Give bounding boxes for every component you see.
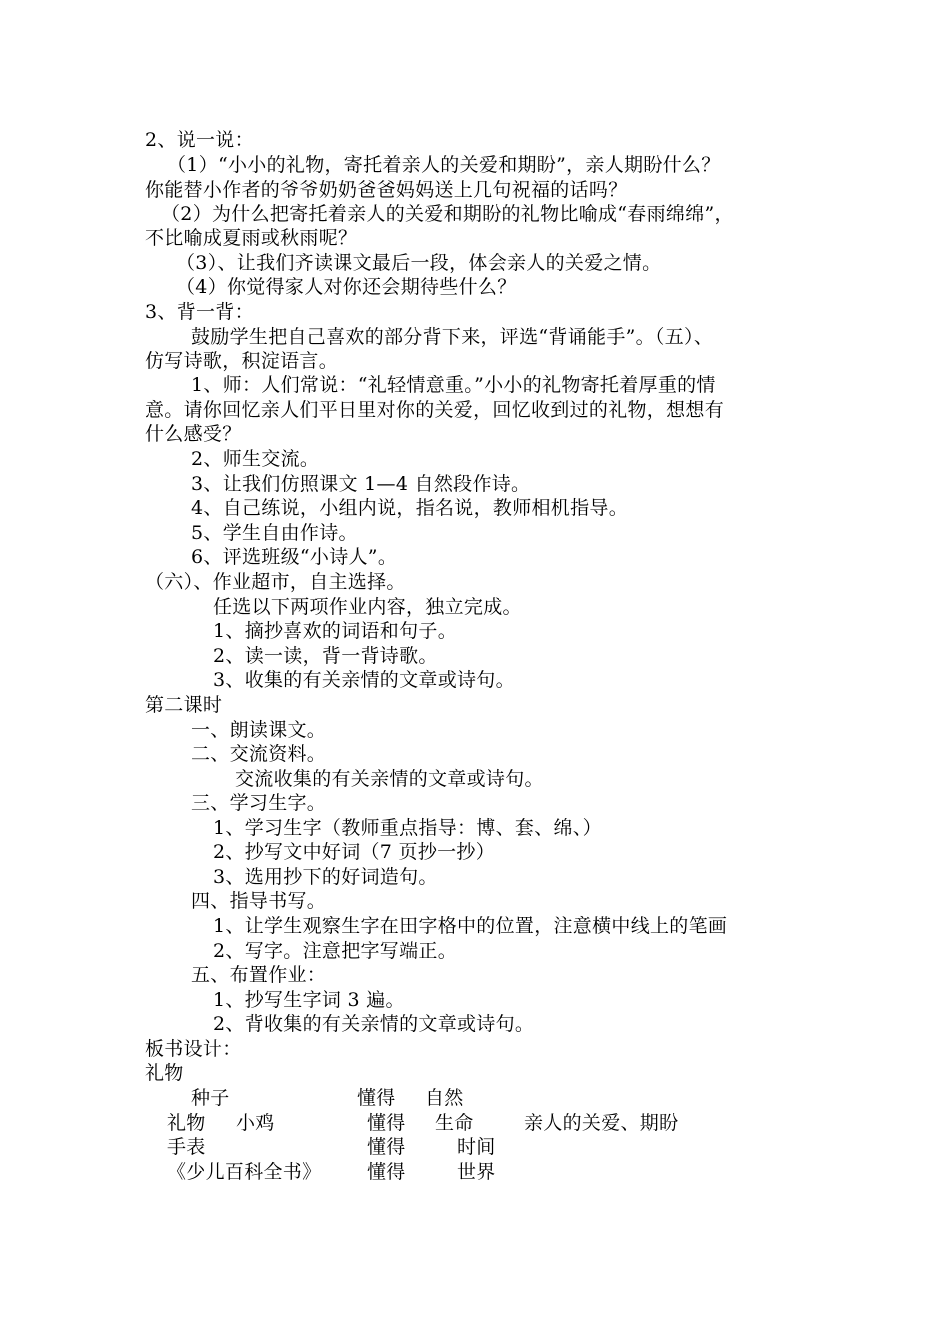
question-4: （4）你觉得家人对你还会期待些什么？ [176, 276, 517, 298]
question-1: （1）“小小的礼物，寄托着亲人的关爱和期盼”，亲人期盼什么？ [167, 154, 721, 176]
board-cell: 世界 [457, 1161, 496, 1183]
list-item: 五、布置作业： [191, 964, 327, 986]
list-item: 一、朗读课文。 [191, 719, 327, 741]
list-item-cont: 意。请你回忆亲人们平日里对你的关爱，回忆收到过的礼物，想想有 [145, 399, 725, 421]
board-cell: 种子 [191, 1087, 230, 1109]
section-heading: 第二课时 [145, 694, 223, 716]
board-cell: 自然 [425, 1087, 464, 1109]
board-cell: 懂得 [367, 1112, 406, 1134]
list-item: 5、学生自由作诗。 [191, 522, 358, 544]
list-item: 3、选用抄下的好词造句。 [213, 866, 438, 888]
board-cell: 时间 [457, 1136, 496, 1158]
list-item: 6、评选班级“小诗人”。 [191, 546, 398, 568]
list-item: 2、师生交流。 [191, 448, 320, 470]
list-item: 3、让我们仿照课文 1—4 自然段作诗。 [191, 473, 531, 495]
question-2: （2）为什么把寄托着亲人的关爱和期盼的礼物比喻成“春雨绵绵”， [161, 203, 734, 225]
board-cell: 手表 [167, 1136, 206, 1158]
paragraph: 交流收集的有关亲情的文章或诗句。 [235, 768, 544, 790]
question-1-cont: 你能替小作者的爷爷奶奶爸爸妈妈送上几句祝福的话吗？ [145, 179, 628, 201]
list-item: 2、抄写文中好词（7 页抄一抄） [213, 841, 496, 863]
list-item: 2、写字。注意把字写端正。 [213, 940, 457, 962]
board-title: 礼物 [145, 1062, 184, 1084]
section-heading: 2、说一说： [145, 129, 254, 151]
board-cell: 生命 [435, 1112, 474, 1134]
paragraph-cont: 仿写诗歌，积淀语言。 [145, 350, 339, 372]
question-2-cont: 不比喻成夏雨或秋雨呢？ [145, 227, 358, 249]
list-item: 4、自己练说，小组内说，指名说，教师相机指导。 [191, 497, 628, 519]
list-item: 1、让学生观察生字在田字格中的位置，注意横中线上的笔画 [213, 915, 728, 937]
question-3: （3）、让我们齐读课文最后一段，体会亲人的关爱之情。 [176, 252, 662, 274]
list-item: 1、抄写生字词 3 遍。 [213, 989, 405, 1011]
board-cell: 礼物 [167, 1112, 206, 1134]
list-item: 3、收集的有关亲情的文章或诗句。 [213, 669, 515, 691]
section-heading: 3、背一背： [145, 301, 254, 323]
board-cell: 亲人的关爱、期盼 [524, 1112, 679, 1134]
board-cell: 懂得 [367, 1161, 406, 1183]
list-item: 四、指导书写。 [191, 890, 327, 912]
board-cell: 小鸡 [236, 1112, 275, 1134]
list-item: 1、师：人们常说：“礼轻情意重。”小小的礼物寄托着厚重的情 [191, 374, 716, 396]
section-heading: 板书设计： [145, 1038, 242, 1060]
list-item-cont: 什么感受？ [145, 423, 242, 445]
board-cell: 《少儿百科全书》 [167, 1161, 322, 1183]
board-cell: 懂得 [367, 1136, 406, 1158]
list-item: 2、读一读，背一背诗歌。 [213, 645, 438, 667]
paragraph: 鼓励学生把自己喜欢的部分背下来，评选“背诵能手”。（五）、 [191, 326, 714, 348]
list-item: 三、学习生字。 [191, 792, 327, 814]
list-item: 1、摘抄喜欢的词语和句子。 [213, 620, 457, 642]
list-item: 2、背收集的有关亲情的文章或诗句。 [213, 1013, 535, 1035]
paragraph: 任选以下两项作业内容，独立完成。 [213, 596, 522, 618]
list-item: 二、交流资料。 [191, 743, 327, 765]
list-item: 1、学习生字（教师重点指导：博、套、绵、） [213, 817, 602, 839]
section-heading: （六）、作业超市，自主选择。 [145, 571, 406, 593]
board-cell: 懂得 [357, 1087, 396, 1109]
